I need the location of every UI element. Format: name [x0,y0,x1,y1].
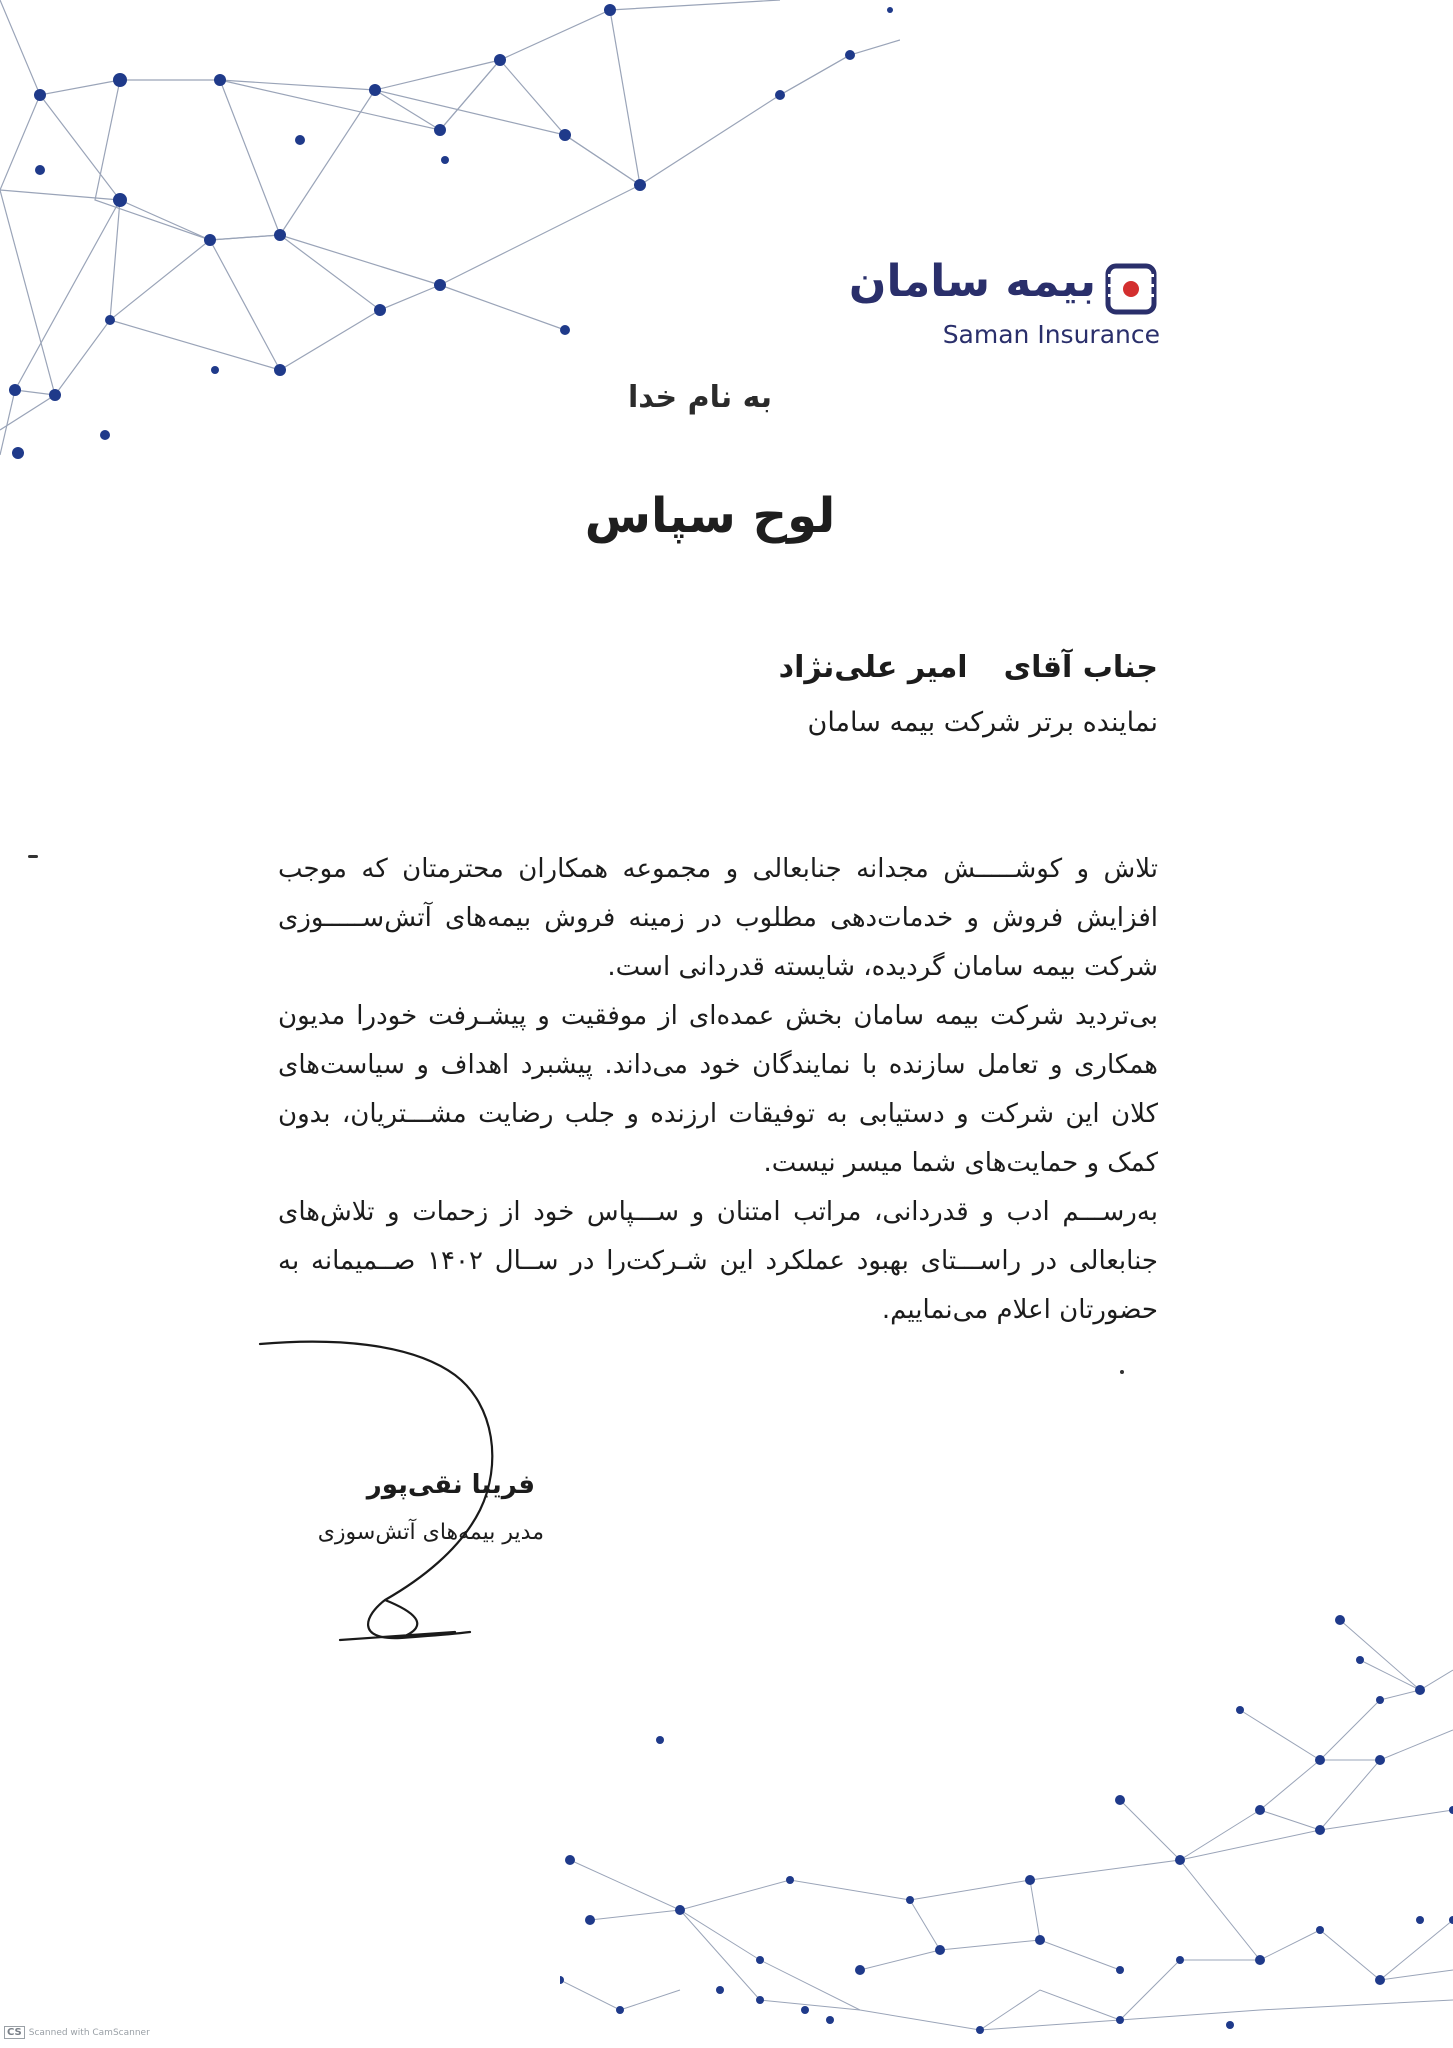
signatory-name: فریبا نقی‌پور [366,1470,535,1500]
scanner-watermark [4,2026,150,2039]
recipient-salutation: جناب آقای [1003,650,1158,685]
recipient-line [658,650,1158,685]
network-decoration-bottom [560,1580,1453,2048]
page-title: لوح سپاس [584,488,836,544]
stray-mark [28,855,38,858]
recipient-role: نماینده برتر شرکت بیمه سامان [807,707,1158,738]
saman-insurance-logo [848,250,1160,355]
recipient-block [658,650,1158,738]
body-paragraph-3: به‌رســـم ادب و قدردانی، مراتب امتنان و ســـپاس خود از زحمات و تلاش‌های جنابعالی در راســـتای بهبود عملکرد این شـرکت‌را در ســال ۱۴۰۲ صــمیمانه به حضورتان اعلام می‌نماییم. [278,1197,1158,1325]
stray-mark [1120,1370,1124,1374]
recipient-name: امیر علی‌نژاد [778,650,968,685]
saman-logo-mark-icon [1104,260,1160,316]
certificate-body [278,845,1158,1335]
scanner-text: Scanned with CamScanner [28,2028,150,2038]
body-paragraph-1: تلاش و کوشـــــش مجدانه جنابعالی و مجموعه همکاران محترمتان که موجب افزایش فروش و خدمات‌دهی مطلوب در زمینه فروش بیمه‌های آتش‌ســـــوزی شرکت بیمه سامان گردیده، شایسته قدردانی است. [278,854,1158,982]
body-paragraph-2: بی‌تردید شرکت بیمه سامان بخش عمده‌ای از موفقیت و پیشـرفت خودرا مدیون همکاری و تعامل سازنده با نمایندگان خود می‌داند. پیشبرد اهداف و سیاست‌های کلان این شرکت و دستیابی به توفیقات ارزنده و جلب رضایت مشـــتریان، بدون کمک و حمایت‌های شما میسر نیست. [278,1001,1158,1178]
scanner-badge: CS [4,2026,25,2039]
logo-persian-text: بیمه سامان [848,256,1096,307]
signatory-title: مدیر بیمه‌های آتش‌سوزی [317,1520,544,1545]
invocation-heading: به نام خدا [627,380,773,415]
logo-english-text: Saman Insurance [942,320,1160,349]
